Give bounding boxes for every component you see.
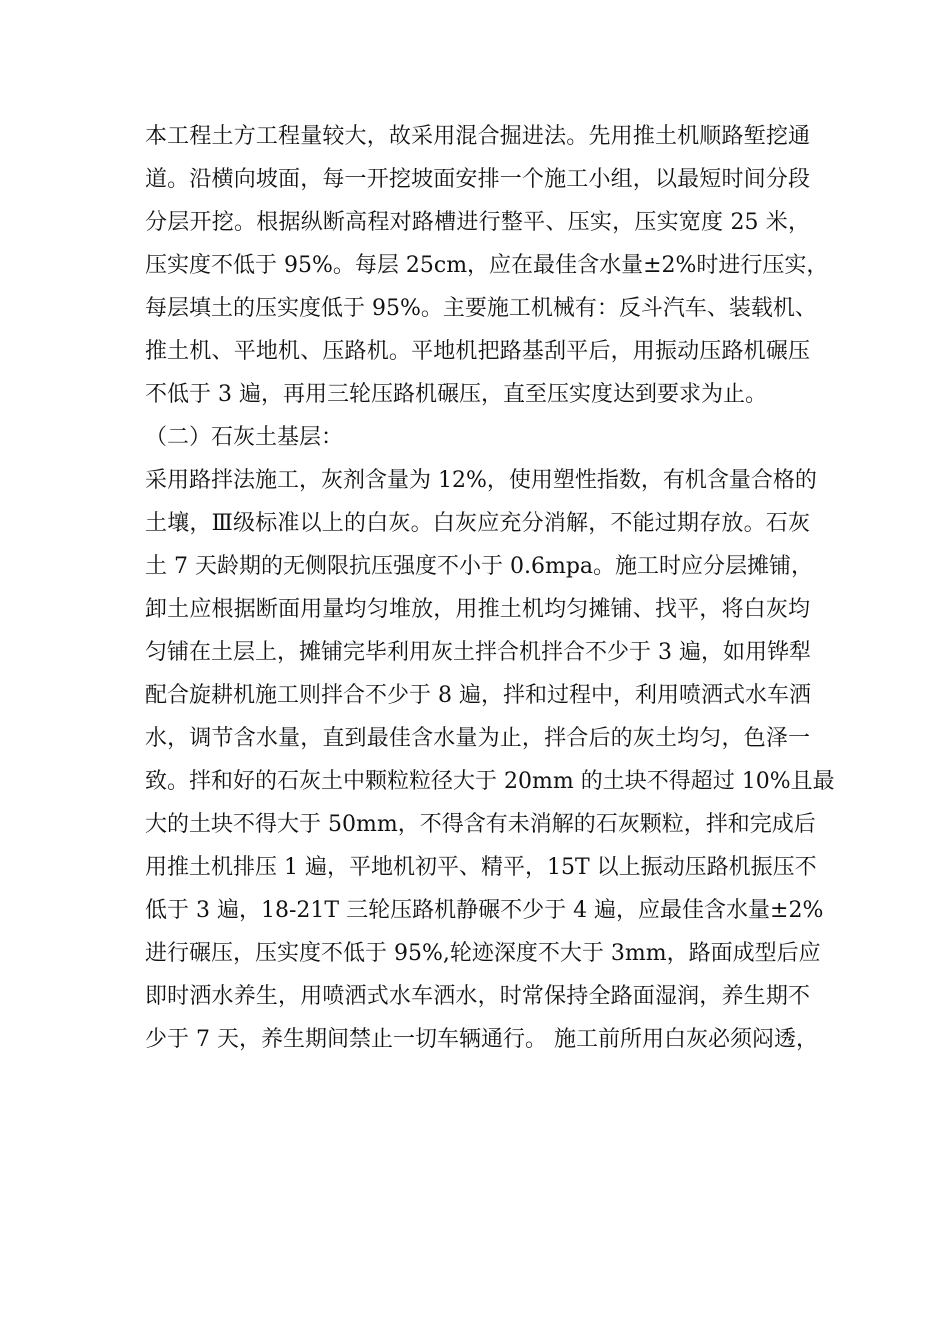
paragraph-line-18: 低于 3 遍，18-21T 三轮压路机静碾不少于 4 遍，应最佳含水量±2% xyxy=(145,898,824,923)
paragraph-line-2: 道。沿横向坡面，每一开挖坡面安排一个施工小组，以最短时间分段 xyxy=(145,167,810,192)
paragraph-line-21: 少于 7 天，养生期间禁止一切车辆通行。 施工前所用白灰必须闷透， xyxy=(145,1027,818,1052)
section-heading: （二）石灰土基层： xyxy=(145,425,344,450)
paragraph-line-12: 匀铺在土层上，摊铺完毕利用灰土拌合机拌合不少于 3 遍，如用铧犁 xyxy=(145,640,811,665)
paragraph-line-8: 采用路拌法施工，灰剂含量为 12%，使用塑性指数，有机含量合格的 xyxy=(145,468,817,493)
paragraph-line-14: 水，调节含水量，直到最佳含水量为止，拌合后的灰土均匀，色泽一 xyxy=(145,726,810,751)
paragraph-line-15: 致。拌和好的石灰土中颗粒粒径大于 20mm 的土块不得超过 10%且最 xyxy=(145,769,835,794)
paragraph-line-16: 大的土块不得大于 50mm，不得含有未消解的石灰颗粒，拌和完成后 xyxy=(145,812,816,837)
paragraph-line-1: 本工程土方工程量较大，故采用混合掘进法。先用推土机顺路堑挖通 xyxy=(145,124,810,149)
paragraph-line-20: 即时洒水养生，用喷洒式水车洒水，时常保持全路面湿润，养生期不 xyxy=(145,984,810,1009)
paragraph-line-6: 推土机、平地机、压路机。平地机把路基刮平后，用振动压路机碾压 xyxy=(145,339,810,364)
paragraph-line-5: 每层填土的压实度低于 95%。主要施工机械有：反斗汽车、装载机、 xyxy=(145,296,817,321)
paragraph-line-4: 压实度不低于 95%。每层 25cm，应在最佳含水量±2%时进行压实， xyxy=(145,253,829,278)
paragraph-line-13: 配合旋耕机施工则拌合不少于 8 遍，拌和过程中，利用喷洒式水车洒 xyxy=(145,683,811,708)
paragraph-line-9: 土壤，Ⅲ级标准以上的白灰。白灰应充分消解，不能过期存放。石灰 xyxy=(145,511,810,536)
paragraph-line-3: 分层开挖。根据纵断高程对路槽进行整平、压实，压实宽度 25 米， xyxy=(145,210,810,235)
paragraph-line-7: 不低于 3 遍，再用三轮压路机碾压，直至压实度达到要求为止。 xyxy=(145,382,767,407)
paragraph-line-17: 用推土机排压 1 遍，平地机初平、精平，15T 以上振动压路机振压不 xyxy=(145,855,817,880)
paragraph-line-19: 进行碾压，压实度不低于 95%,轮迹深度不大于 3mm，路面成型后应 xyxy=(145,941,821,966)
paragraph-line-10: 土 7 天龄期的无侧限抗压强度不小于 0.6mpa。施工时应分层摊铺， xyxy=(145,554,814,579)
paragraph-line-11: 卸土应根据断面用量均匀堆放，用推土机均匀摊铺、找平，将白灰均 xyxy=(145,597,810,622)
